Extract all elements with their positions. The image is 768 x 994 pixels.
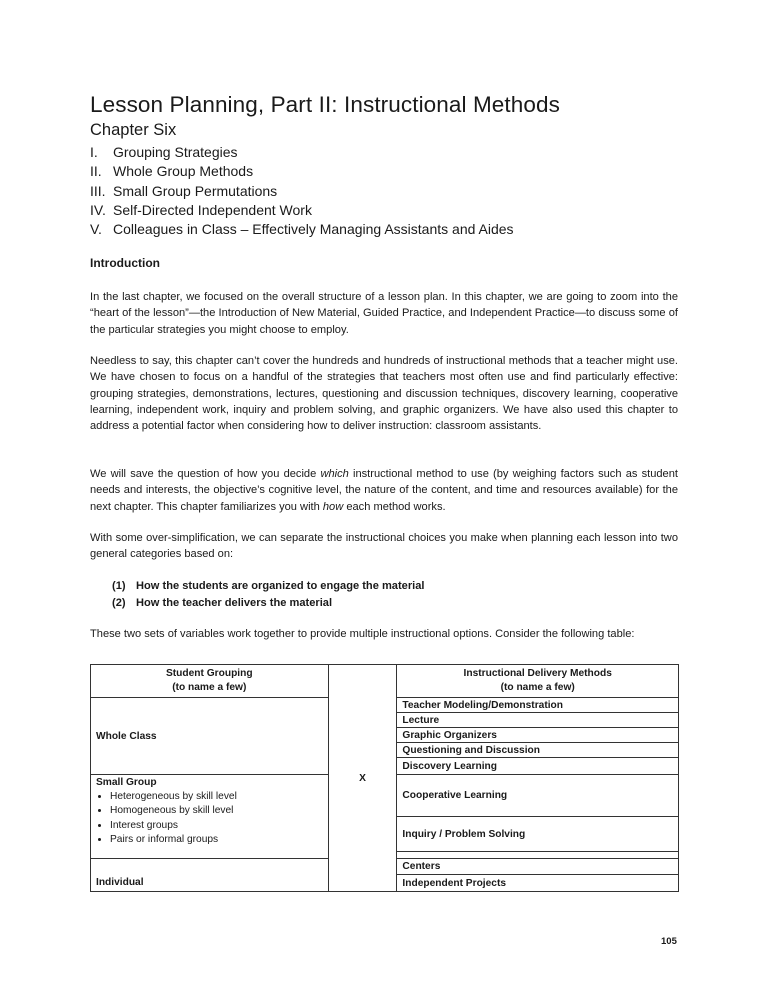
method-cell: Teacher Modeling/Demonstration bbox=[397, 698, 679, 713]
method-cell: Graphic Organizers bbox=[397, 728, 679, 743]
delivery-methods-header: Instructional Delivery Methods (to name a few) bbox=[397, 665, 679, 698]
paragraph-3 bbox=[90, 466, 678, 515]
list-item: • Heterogeneous by skill level bbox=[110, 790, 323, 804]
list-item: • Pairs or informal groups bbox=[110, 833, 323, 847]
paragraph-3-part-a: We will save the question of how you decide bbox=[90, 468, 321, 480]
outline-number: I. bbox=[90, 144, 98, 160]
outline-item bbox=[90, 201, 514, 220]
outline-label: Whole Group Methods bbox=[113, 163, 254, 180]
outline-item bbox=[90, 182, 514, 201]
method-cell: Cooperative Learning bbox=[397, 775, 679, 817]
method-cell: Independent Projects bbox=[397, 875, 679, 892]
outline-number: IV. bbox=[90, 201, 106, 218]
paragraph-2: Needless to say, this chapter can’t cover the hundreds and hundreds of instructional methods that a teacher might use. We have chosen to focus on a handful of the strategies that teachers most often use and find particularly effective: grouping strategies, demonstrations, lectures, questioning and discussion techniques, discovery learning, cooperative learning, independent work, inquiry and problem solving, and graphic organizers. We have also used this chapter to address a potential factor when considering how to deliver instruction: classroom assistants. bbox=[90, 355, 678, 433]
outline-number: III. bbox=[90, 182, 106, 199]
outline-item bbox=[90, 143, 514, 162]
paragraph-1: In the last chapter, we focused on the overall structure of a lesson plan. In this chapter, we are going to zoom into the “heart of the lesson”—the Introduction of New Material, Guided Practice, and Independent Practice—to discuss some of the particular strategies you might choose to employ. bbox=[90, 291, 678, 336]
combination-x: X bbox=[328, 665, 397, 892]
list-number: (2) bbox=[112, 596, 126, 609]
outline-label: Self-Directed Independent Work bbox=[113, 201, 312, 218]
method-cell: Lecture bbox=[397, 713, 679, 728]
paragraph-3-part-b: instructional method to use (by weighing factors such as student needs and interests, the objective’s cognitive level, the nature of the content, and time and resources available) for the next chapter. This chapter familiarizes you with bbox=[90, 468, 678, 513]
method-cell: Discovery Learning bbox=[397, 758, 679, 775]
list-text: How the teacher delivers the material bbox=[136, 596, 333, 609]
outline-item bbox=[90, 220, 514, 239]
list-item: • Interest groups bbox=[110, 819, 323, 833]
section-heading: Introduction bbox=[90, 256, 160, 270]
grouping-methods-table bbox=[90, 664, 679, 892]
outline-label: Small Group Permutations bbox=[113, 182, 278, 199]
paragraph-3-part-c: each method works. bbox=[343, 500, 446, 513]
list-text: How the students are organized to engage the material bbox=[136, 580, 425, 592]
outline-item bbox=[90, 162, 514, 181]
method-cell: Centers bbox=[397, 859, 679, 875]
paragraph-4: With some over-simplification, we can separate the instructional choices you make when planning each lesson into two general categories based on: bbox=[90, 532, 678, 561]
page-title: Lesson Planning, Part II: Instructional Methods bbox=[90, 92, 560, 117]
paragraph-5: These two sets of variables work together to provide multiple instructional options. Consider the following table: bbox=[90, 628, 635, 640]
outline-label: Colleagues in Class – Effectively Managing Assistants and Aides bbox=[113, 221, 514, 238]
individual-cell: Individual bbox=[91, 859, 329, 892]
emphasis-which: which bbox=[320, 468, 349, 480]
small-group-cell bbox=[91, 775, 329, 859]
student-grouping-header: Student Grouping (to name a few) bbox=[91, 665, 329, 698]
list-item bbox=[112, 595, 425, 612]
small-group-options bbox=[96, 790, 323, 848]
category-list bbox=[112, 578, 425, 611]
whole-class-cell: Whole Class bbox=[91, 698, 329, 775]
method-cell: Questioning and Discussion bbox=[397, 743, 679, 758]
list-item: • Homogeneous by skill level bbox=[110, 804, 323, 818]
outline-number: II. bbox=[90, 163, 102, 180]
outline-number: V. bbox=[90, 221, 102, 238]
outline-label: Grouping Strategies bbox=[113, 144, 238, 160]
method-cell: Inquiry / Problem Solving bbox=[397, 817, 679, 852]
list-item bbox=[112, 578, 425, 595]
small-group-label: Small Group bbox=[96, 777, 157, 788]
list-number: (1) bbox=[112, 580, 126, 592]
emphasis-how: how bbox=[322, 500, 344, 513]
chapter-outline bbox=[90, 143, 514, 239]
page-number: 105 bbox=[661, 936, 677, 947]
chapter-subtitle: Chapter Six bbox=[90, 121, 177, 139]
